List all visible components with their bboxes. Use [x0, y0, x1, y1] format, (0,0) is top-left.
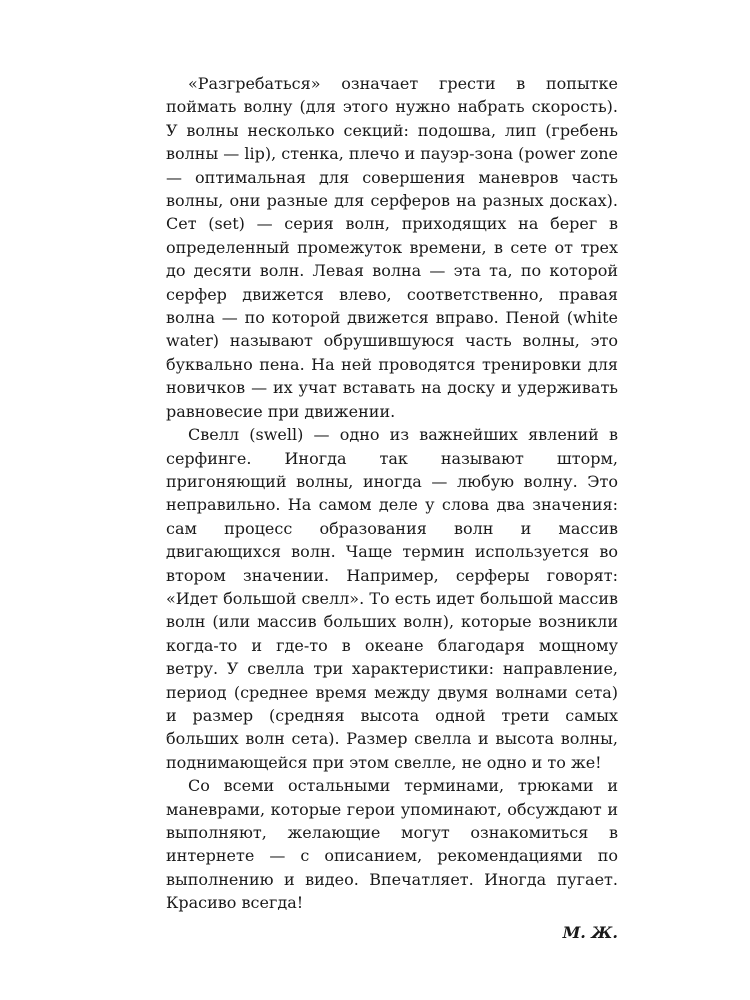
paragraph-other-terms: Со всеми остальными терминами, трюками и маневрами, которые герои упоминают, обсуждают и выполняют, желающие могут ознакомиться в интернете — с описанием, рекомендациями по выполнению и видео. Впечатляет. Иногда пугает. Красиво всегда!: [166, 776, 618, 913]
paragraph-paddling-and-wave-sections: «Разгребаться» означает грести в попытке поймать волну (для этого нужно набрать скорость). У волны несколько секций: подошва, лип (гребень волны — lip), стенка, плечо и пауэр-зона (power zone — оптимальная для совершения маневров часть волны, они разные для серферов на разных досках). Сет (set) — серия волн, приходящих на берег в определенный промежуток времени, в сете от трех до десяти волн. Левая волна — эта та, по которой серфер движется влево, соответственно, правая волна — по которой движется вправо. Пеной (white water) называют обрушившуюся часть волны, это буквально пена. На ней проводятся тренировки для новичков — их учат вставать на доску и удерживать равновесие при движении.: [166, 74, 618, 421]
paragraph-swell: Свелл (swell) — одно из важнейших явлений в серфинге. Иногда так называют шторм, пригоняющий волны, иногда — любую волну. Это неправильно. На самом деле у слова два значения: сам процесс образования волн и массив двигающихся волн. Чаще термин используется во втором значении. Например, серферы говорят: «Идет большой свелл». То есть идет большой массив волн (или массив больших волн), которые возникли когда-то и где-то в океане благодаря мощному ветру. У свелла три характеристики: направление, период (среднее время между двумя волнами сета) и размер (средняя высота одной трети самых больших волн сета). Размер свелла и высота волны, поднимающейся при этом свелле, не одно и то же!: [166, 425, 618, 772]
text-block: [166, 72, 618, 944]
author-signature: М. Ж.: [562, 922, 618, 942]
